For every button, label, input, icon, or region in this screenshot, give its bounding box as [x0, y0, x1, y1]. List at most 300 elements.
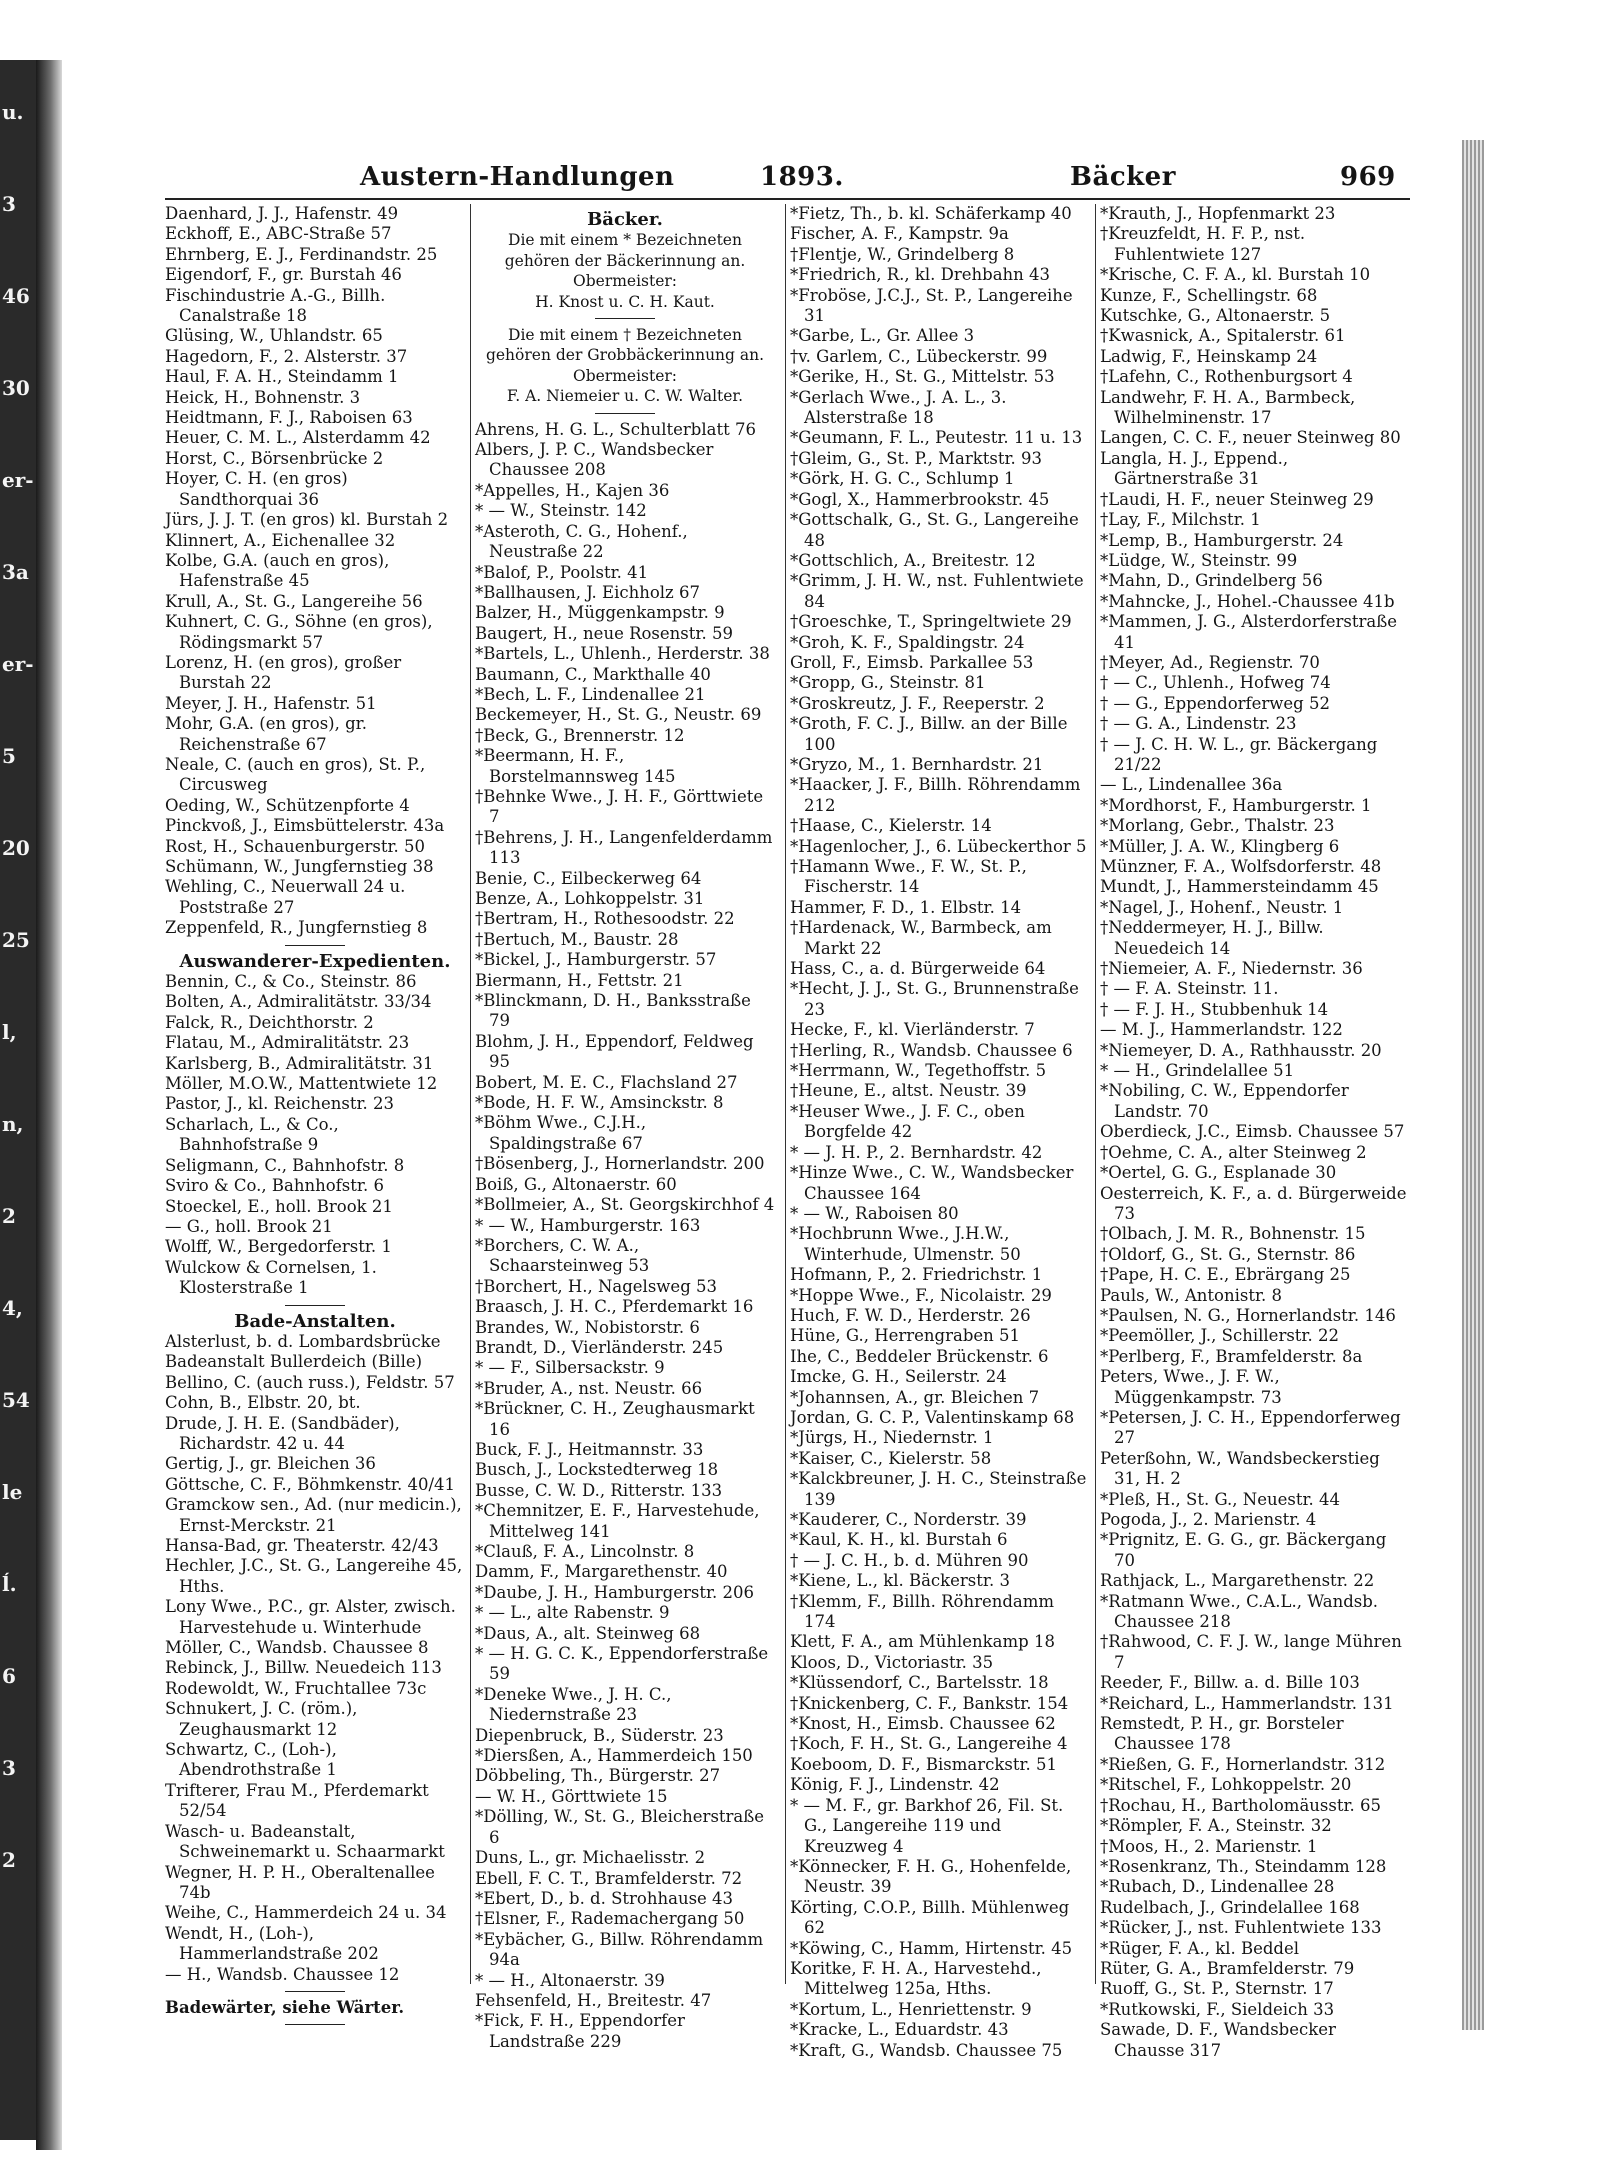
directory-entry: Meyer, J. H., Hafenstr. 51: [165, 693, 377, 713]
directory-entry: *Rießen, G. F., Hornerlandstr. 312: [1100, 1754, 1386, 1774]
directory-entry: Wehling, C., Neuerwall 24 u. Poststraße 27: [165, 877, 406, 917]
left-page-fragment: 4,: [2, 1296, 23, 1320]
directory-entry: Ebell, F. C. T., Bramfelderstr. 72: [475, 1868, 743, 1888]
directory-entry: Landwehr, F. H. A., Barmbeck, Wilhelminenstr. 17: [1100, 387, 1356, 428]
directory-entry: *Ratmann Wwe., C.A.L., Wandsb. Chaussee 218: [1100, 1591, 1379, 1632]
directory-entry: †Gleim, G., St. P., Marktstr. 93: [790, 448, 1043, 468]
directory-entry: Mundt, J., Hammersteindamm 45: [1100, 877, 1379, 897]
directory-entry: Jordan, G. C. P., Valentinskamp 68: [790, 1407, 1075, 1427]
directory-entry: *Rüger, F. A., kl. Beddel: [1100, 1938, 1300, 1958]
section-rule: [285, 2024, 345, 2025]
directory-entry: * — J. H. P., 2. Bernhardstr. 42: [790, 1142, 1043, 1162]
directory-entry: Rodewoldt, W., Fruchtallee 73c: [165, 1678, 427, 1698]
directory-entry: — W. H., Görttwiete 15: [475, 1786, 668, 1806]
left-page-fragment: er-: [2, 468, 34, 492]
directory-entry: Neale, C. (auch en gros), St. P., Circusweg: [165, 754, 426, 795]
directory-entry: †Bertram, H., Rothesoodstr. 22: [475, 909, 735, 929]
directory-entry: †Heune, E., altst. Neustr. 39: [790, 1081, 1027, 1101]
directory-entry: Hoyer, C. H. (en gros) Sandthorquai 36: [165, 469, 348, 509]
directory-entry: Langen, C. C. F., neuer Steinweg 80: [1100, 428, 1401, 448]
directory-entry: *Perlberg, F., Bramfelderstr. 8a: [1100, 1346, 1363, 1366]
directory-entry: König, F. J., Lindenstr. 42: [790, 1775, 1000, 1795]
directory-entry: *Hoppe Wwe., F., Nicolaistr. 29: [790, 1285, 1052, 1305]
directory-entry: *Reichard, L., Hammerlandstr. 131: [1100, 1693, 1394, 1713]
directory-entry: Heidtmann, F. J., Raboisen 63: [165, 408, 413, 428]
directory-entry: Groll, F., Eimsb. Parkallee 53: [790, 652, 1034, 672]
directory-entry: †Lay, F., Milchstr. 1: [1100, 510, 1261, 530]
directory-entry: *Paulsen, N. G., Hornerlandstr. 146: [1100, 1305, 1396, 1325]
directory-entry: *Morlang, Gebr., Thalstr. 23: [1100, 816, 1335, 836]
header-rule: [165, 198, 1410, 200]
directory-entry: *Mahn, D., Grindelberg 56: [1100, 571, 1323, 591]
directory-entry: *Mordhorst, F., Hamburgerstr. 1: [1100, 795, 1372, 815]
directory-entry: *Froböse, J.C.J., St. P., Langereihe 31: [790, 285, 1073, 326]
directory-entry: Brandt, D., Vierländerstr. 245: [475, 1337, 724, 1357]
directory-entry: *Bollmeier, A., St. Georgskirchhof 4: [475, 1195, 775, 1215]
directory-entry: Boiß, G., Altonaerstr. 60: [475, 1174, 677, 1194]
directory-entry: *Kraft, G., Wandsb. Chaussee 75: [790, 2040, 1063, 2060]
directory-entry: *Rosenkranz, Th., Steindamm 128: [1100, 1856, 1387, 1876]
directory-entry: *Gropp, G., Steinstr. 81: [790, 673, 986, 693]
directory-entry: Göttsche, C. F., Böhmkenstr. 40/41: [165, 1474, 456, 1494]
section-rule: [595, 318, 655, 319]
directory-entry: Hansa-Bad, gr. Theaterstr. 42/43: [165, 1536, 439, 1555]
column-4: [1100, 204, 1410, 2061]
left-page-fragment: 5: [2, 744, 16, 768]
running-head-section: Bäcker: [1070, 162, 1176, 192]
directory-entry: Balzer, H., Müggenkampstr. 9: [475, 603, 725, 623]
directory-entry: *Gottschalk, G., St. G., Langereihe 48: [790, 510, 1079, 550]
directory-entry: Lorenz, H. (en gros), großer Burstah 22: [165, 652, 402, 693]
directory-entry: *Garbe, L., Gr. Allee 3: [790, 326, 975, 346]
directory-entry: Damm, F., Margarethenstr. 40: [475, 1562, 728, 1582]
directory-entry: *Kalckbreuner, J. H. C., Steinstraße 139: [790, 1469, 1087, 1509]
left-page-edge: [0, 100, 40, 2000]
directory-entry: *Krauth, J., Hopfenmarkt 23: [1100, 204, 1336, 223]
left-page-fragment: u.: [2, 100, 24, 124]
directory-entry: *Mammen, J. G., Alsterdorferstraße 41: [1100, 612, 1397, 652]
directory-entry: * — W., Raboisen 80: [790, 1203, 959, 1223]
directory-entry: Heick, H., Bohnenstr. 3: [165, 387, 361, 407]
directory-entry: Rüter, G. A., Bramfelderstr. 79: [1100, 1958, 1355, 1978]
directory-entry: †Koch, F. H., St. G., Langereihe 4: [790, 1734, 1068, 1754]
running-head-left: Austern-Handlungen: [360, 162, 675, 192]
directory-entry: Beckemeyer, H., St. G., Neustr. 69: [475, 705, 762, 725]
directory-entry: †Elsner, F., Rademachergang 50: [475, 1909, 745, 1929]
directory-entry: Brandes, W., Nobistorstr. 6: [475, 1317, 700, 1337]
directory-entry: Ruoff, G., St. P., Sternstr. 17: [1100, 1979, 1334, 1999]
directory-entry: *Niemeyer, D. A., Rathhausstr. 20: [1100, 1040, 1382, 1060]
directory-entry: *Lemp, B., Hamburgerstr. 24: [1100, 530, 1344, 550]
directory-entry: Remstedt, P. H., gr. Borsteler Chaussee 178: [1100, 1714, 1344, 1754]
directory-entry: Heuer, C. M. L., Alsterdamm 42: [165, 428, 431, 448]
page-edges: [1462, 140, 1484, 2030]
obermeister-label: Obermeister:: [572, 366, 678, 385]
directory-entry: Münzner, F. A., Wolfsdorferstr. 48: [1100, 857, 1382, 876]
left-page-fragment: 54: [2, 1388, 30, 1412]
directory-entry: *Chemnitzer, E. F., Harvestehude, Mittelweg 141: [475, 1501, 760, 1541]
directory-entry: *Kauderer, C., Norderstr. 39: [790, 1510, 1027, 1529]
section-title-bade: Bade-Anstalten.: [234, 1310, 396, 1332]
directory-entry: †Rahwood, C. F. J. W., lange Mühren 7: [1100, 1632, 1402, 1672]
directory-entry: — G., holl. Brook 21: [165, 1216, 333, 1236]
directory-entry: Ahrens, H. G. L., Schulterblatt 76: [475, 419, 756, 439]
directory-entry: Jürs, J. J. T. (en gros) kl. Burstah 2: [165, 510, 449, 530]
baecker-list-continued: [1100, 204, 1410, 2061]
directory-entry: Langla, H. J., Eppend., Gärtnerstraße 31: [1100, 448, 1289, 489]
directory-entry: Kunze, F., Schellingstr. 68: [1100, 285, 1318, 305]
left-page-fragment: er-: [2, 652, 34, 676]
directory-entry: *Clauß, F. A., Lincolnstr. 8: [475, 1542, 695, 1561]
directory-entry: Baumann, C., Markthalle 40: [475, 664, 711, 684]
directory-entry: †Behrens, J. H., Langenfelderdamm 113: [475, 827, 773, 868]
directory-entry: Imcke, G. H., Seilerstr. 24: [790, 1367, 1007, 1387]
directory-entry: Seligmann, C., Bahnhofstr. 8: [165, 1155, 405, 1175]
directory-entry: Glüsing, W., Uhlandstr. 65: [165, 326, 383, 346]
directory-entry: †Klemm, F., Billh. Röhrendamm 174: [790, 1591, 1055, 1632]
directory-entry: *Hochbrunn Wwe., J.H.W., Winterhude, Ulmenstr. 50: [790, 1224, 1021, 1264]
directory-entry: *Appelles, H., Kajen 36: [475, 480, 670, 500]
directory-entry: *Hecht, J. J., St. G., Brunnenstraße 23: [790, 979, 1079, 1019]
directory-entry: †Laudi, H. F., neuer Steinweg 29: [1100, 489, 1374, 509]
directory-entry: Blohm, J. H., Eppendorf, Feldweg 95: [475, 1031, 754, 1072]
directory-entry: Daenhard, J. J., Hafenstr. 49: [165, 204, 399, 223]
directory-entry: Ihe, C., Beddeler Brückenstr. 6: [790, 1346, 1049, 1366]
directory-entry: †Bösenberg, J., Hornerlandstr. 200: [475, 1154, 765, 1174]
directory-entry: †Moos, H., 2. Marienstr. 1: [1100, 1836, 1318, 1856]
directory-entry: *Grimm, J. H. W., nst. Fuhlentwiete 84: [790, 571, 1084, 611]
column-rule: [785, 204, 786, 1984]
directory-entry: Kloos, D., Victoriastr. 35: [790, 1652, 994, 1672]
directory-entry: Hechler, J.C., St. G., Langereihe 45, Hths.: [165, 1556, 463, 1596]
badewaerter-reference: Badewärter, siehe Wärter.: [165, 1997, 405, 2017]
directory-entry: Sviro & Co., Bahnhofstr. 6: [165, 1176, 384, 1196]
directory-entry: Zeppenfeld, R., Jungfernstieg 8: [165, 918, 428, 938]
directory-entry: †Neddermeyer, H. J., Billw. Neuedeich 14: [1100, 918, 1324, 958]
directory-entry: *Balof, P., Poolstr. 41: [475, 562, 649, 582]
directory-entry: Ehrnberg, E. J., Ferdinandstr. 25: [165, 244, 438, 264]
directory-entry: †Pape, H. C. E., Ebrärgang 25: [1100, 1265, 1351, 1285]
directory-entry: *Daube, J. H., Hamburgerstr. 206: [475, 1582, 755, 1602]
directory-entry: Stoeckel, E., holl. Brook 21: [165, 1196, 393, 1216]
directory-entry: †Hamann Wwe., F. W., St. P., Fischerstr. 14: [790, 857, 1027, 897]
directory-entry: Flatau, M., Admiralitätstr. 23: [165, 1033, 410, 1053]
directory-entry: Klinnert, A., Eichenallee 32: [165, 530, 396, 550]
directory-entry: Busse, C. W. D., Ritterstr. 133: [475, 1480, 723, 1500]
directory-entry: Duns, L., gr. Michaelisstr. 2: [475, 1848, 706, 1868]
directory-entry: Huch, F. W. D., Herderstr. 26: [790, 1305, 1031, 1325]
directory-entry: Fischer, A. F., Kampstr. 9a: [790, 224, 1009, 244]
directory-entry: †Niemeier, A. F., Niedernstr. 36: [1100, 959, 1363, 979]
directory-entry: *Rubach, D., Lindenallee 28: [1100, 1877, 1335, 1897]
directory-entry: *Görk, H. G. C., Schlump 1: [790, 469, 1015, 489]
directory-entry: Wasch- u. Badeanstalt, Schweinemarkt u. Schaarmarkt: [165, 1821, 445, 1862]
directory-entry: *Köwing, C., Hamm, Hirtenstr. 45: [790, 1938, 1073, 1958]
directory-entry: †Haase, C., Kielerstr. 14: [790, 816, 992, 836]
directory-entry: Lony Wwe., P.C., gr. Alster, zwisch. Harvestehude u. Winterhude: [165, 1597, 456, 1637]
directory-entry: †Groeschke, T., Springeltwiete 29: [790, 612, 1072, 632]
directory-entry: † — G. A., Lindenstr. 23: [1100, 714, 1297, 734]
page-number: 969: [1340, 162, 1396, 192]
directory-entry: Hagedorn, F., 2. Alsterstr. 37: [165, 346, 408, 366]
directory-entry: Fehsenfeld, H., Breitestr. 47: [475, 1990, 712, 2010]
directory-entry: *Blinckmann, D. H., Banksstraße 79: [475, 991, 751, 1031]
directory-entry: *Eybächer, G., Billw. Röhrendamm 94a: [475, 1929, 764, 1970]
directory-entry: *Böhm Wwe., C.J.H., Spaldingstraße 67: [475, 1113, 647, 1153]
directory-entry: † — C., Uhlenh., Hofweg 74: [1100, 673, 1331, 693]
directory-entry: — M. J., Hammerlandstr. 122: [1100, 1020, 1343, 1040]
directory-entry: *Klüssendorf, C., Bartelsstr. 18: [790, 1673, 1049, 1693]
directory-entry: Koeboom, D. F., Bismarckstr. 51: [790, 1754, 1058, 1774]
directory-entry: Ladwig, F., Heinskamp 24: [1100, 346, 1318, 366]
directory-entry: *Müller, J. A. W., Klingberg 6: [1100, 836, 1340, 856]
left-page-fragment: 2: [2, 1204, 16, 1228]
directory-entry: Diepenbruck, B., Süderstr. 23: [475, 1725, 724, 1745]
directory-entry: †Lafehn, C., Rothenburgsort 4: [1100, 367, 1353, 387]
directory-entry: †Beck, G., Brennerstr. 12: [475, 725, 685, 745]
directory-entry: *Bartels, L., Uhlenh., Herderstr. 38: [475, 644, 770, 664]
directory-entry: * — M. F., gr. Barkhof 26, Fil. St. G., Langereihe 119 und Kreuzweg 4: [790, 1795, 1064, 1856]
directory-entry: *Bode, H. F. W., Amsinckstr. 8: [475, 1093, 724, 1113]
left-page-fragment: 3: [2, 1756, 16, 1780]
directory-entry: Bobert, M. E. C., Flachsland 27: [475, 1072, 738, 1092]
directory-entry: Wolff, W., Bergedorferstr. 1: [165, 1237, 392, 1257]
note-baeckerinnung: Die mit einem * Bezeichneten gehören der Bäckerinnung an.: [504, 231, 746, 270]
directory-entry: Möller, C., Wandsb. Chaussee 8: [165, 1638, 429, 1658]
directory-entry: *Brückner, C. H., Zeughausmarkt 16: [475, 1399, 755, 1439]
directory-entry: *Groskreutz, J. F., Reeperstr. 2: [790, 693, 1045, 713]
directory-entry: *Heuser Wwe., J. F. C., oben Borgfelde 42: [790, 1101, 1025, 1142]
directory-entry: *Fick, F. H., Eppendorfer Landstraße 229: [475, 2011, 685, 2051]
running-head-year: 1893.: [760, 162, 844, 192]
directory-entry: Hofmann, P., 2. Friedrichstr. 1: [790, 1265, 1043, 1285]
directory-entry: Rost, H., Schauenburgerstr. 50: [165, 836, 426, 856]
directory-entry: *Haacker, J. F., Billh. Röhrendamm 212: [790, 775, 1081, 815]
directory-entry: † — J. C. H. W. L., gr. Bäckergang 21/22: [1100, 734, 1378, 774]
left-page-fragment: 2: [2, 1848, 16, 1872]
directory-entry: *Deneke Wwe., J. H. C., Niedernstraße 23: [475, 1684, 672, 1725]
directory-entry: Wendt, H., (Loh-), Hammerlandstraße 202: [165, 1923, 379, 1964]
directory-entry: Baugert, H., neue Rosenstr. 59: [475, 623, 733, 643]
directory-entry: *Diersßen, A., Hammerdeich 150: [475, 1746, 753, 1766]
directory-entry: *Geumann, F. L., Peutestr. 11 u. 13: [790, 428, 1083, 448]
directory-entry: Eigendorf, F., gr. Burstah 46: [165, 265, 402, 285]
directory-entry: *Pleß, H., St. G., Neuestr. 44: [1100, 1489, 1341, 1509]
directory-entry: Haul, F. A. H., Steindamm 1: [165, 367, 399, 387]
baecker-list-continued: [790, 204, 1090, 2061]
directory-entry: *Groth, F. C. J., Billw. an der Bille 100: [790, 714, 1068, 754]
directory-entry: Möller, M.O.W., Mattentwiete 12: [165, 1074, 438, 1094]
directory-entry: *Knost, H., Eimsb. Chaussee 62: [790, 1714, 1056, 1734]
left-page-fragment: n,: [2, 1112, 24, 1136]
column-1: [165, 204, 465, 2031]
directory-entry: *Peemöller, J., Schillerstr. 22: [1100, 1326, 1339, 1346]
directory-entry: Fischindustrie A.-G., Billh. Canalstraße 18: [165, 285, 386, 326]
directory-entry: *Hagenlocher, J., 6. Lübeckerthor 5: [790, 836, 1087, 856]
directory-entry: Horst, C., Börsenbrücke 2: [165, 448, 384, 468]
directory-entry: Falck, R., Deichthorstr. 2: [165, 1012, 374, 1032]
directory-entry: †Kreuzfeldt, H. F. P., nst. Fuhlentwiete 127: [1100, 224, 1306, 264]
directory-entry: *Kaul, K. H., kl. Burstah 6: [790, 1530, 1008, 1550]
directory-entry: Biermann, H., Fettstr. 21: [475, 970, 684, 990]
directory-entry: Hammer, F. D., 1. Elbstr. 14: [790, 897, 1022, 917]
directory-entry: †Rochau, H., Bartholomäusstr. 65: [1100, 1795, 1382, 1815]
directory-entry: *Rücker, J., nst. Fuhlentwiete 133: [1100, 1918, 1382, 1938]
directory-entry: †Behnke Wwe., J. H. F., Görttwiete 7: [475, 786, 764, 827]
section-rule: [285, 1991, 345, 1992]
directory-entry: Busch, J., Lockstedterweg 18: [475, 1460, 719, 1480]
directory-entry: †Oldorf, G., St. G., Sternstr. 86: [1100, 1244, 1356, 1264]
directory-entry: Bennin, C., & Co., Steinstr. 86: [165, 972, 417, 992]
directory-entry: Pinckvoß, J., Eimsbüttelerstr. 43a: [165, 816, 445, 836]
directory-entry: *Dölling, W., St. G., Bleicherstraße 6: [475, 1807, 765, 1847]
directory-entry: *Groh, K. F., Spaldingstr. 24: [790, 632, 1025, 652]
directory-entry: Benze, A., Lohkoppelstr. 31: [475, 889, 705, 908]
directory-entry: †Meyer, Ad., Regienstr. 70: [1100, 652, 1320, 672]
column-2: [475, 204, 775, 2052]
directory-entry: Hecke, F., kl. Vierländerstr. 7: [790, 1020, 1035, 1040]
directory-entry: * — W., Hamburgerstr. 163: [475, 1215, 701, 1235]
directory-entry: *Könnecker, F. H. G., Hohenfelde, Neustr. 39: [790, 1856, 1072, 1897]
directory-entry: Eckhoff, E., ABC-Straße 57: [165, 224, 392, 244]
directory-entry: — H., Wandsb. Chaussee 12: [165, 1964, 400, 1984]
directory-entry: Sawade, D. F., Wandsbecker Chausse 317: [1100, 2020, 1336, 2060]
column-3: [790, 204, 1090, 2061]
directory-entry: * — H. G. C. K., Eppendorferstraße 59: [475, 1644, 769, 1684]
directory-entry: Pogoda, J., 2. Marienstr. 4: [1100, 1510, 1317, 1529]
directory-entry: — L., Lindenallee 36a: [1100, 775, 1283, 795]
directory-entry: *Borchers, C. W. A., Schaarsteinweg 53: [475, 1235, 650, 1276]
directory-entry: Mohr, G.A. (en gros), gr. Reichenstraße 67: [165, 714, 367, 754]
directory-entry: *Petersen, J. C. H., Eppendorferweg 27: [1100, 1407, 1401, 1448]
section-title-baecker: Bäcker.: [587, 209, 663, 230]
directory-entry: †Olbach, J. M. R., Bohnenstr. 15: [1100, 1224, 1366, 1244]
left-page-fragment: 6: [2, 1664, 16, 1688]
directory-entry: Albers, J. P. C., Wandsbecker Chaussee 208: [475, 440, 714, 480]
directory-entry: *Oertel, G. G., Esplanade 30: [1100, 1163, 1337, 1183]
left-page-fragment: le: [2, 1480, 23, 1504]
directory-entry: *Kiene, L., kl. Bäckerstr. 3: [790, 1571, 1010, 1591]
directory-entry: Döbbeling, Th., Bürgerstr. 27: [475, 1766, 721, 1786]
directory-entry: Wegner, H. P. H., Oberaltenallee 74b: [165, 1862, 435, 1902]
directory-entry: *Johannsen, A., gr. Bleichen 7: [790, 1387, 1040, 1407]
directory-entry: *Lüdge, W., Steinstr. 99: [1100, 550, 1298, 570]
directory-entry: † — F. A. Steinstr. 11.: [1100, 979, 1279, 999]
directory-entry: *Jürgs, H., Niedernstr. 1: [790, 1428, 994, 1448]
directory-entry: Klett, F. A., am Mühlenkamp 18: [790, 1632, 1055, 1652]
directory-entry: Koritke, F. H. A., Harvestehd., Mittelweg 125a, Hths.: [790, 1958, 1042, 1999]
directory-entry: † — G., Eppendorferweg 52: [1100, 693, 1330, 713]
directory-entry: Scharlach, L., & Co., Bahnhofstraße 9: [165, 1114, 339, 1155]
directory-entry: *Kaiser, C., Kielerstr. 58: [790, 1448, 992, 1468]
note-grobbaeckerinnung: Die mit einem † Bezeichneten gehören der Grobbäckerinnung an.: [485, 326, 765, 365]
directory-entry: Alsterlust, b. d. Lombardsbrücke: [165, 1331, 441, 1351]
directory-entry: *Bech, L. F., Lindenallee 21: [475, 684, 706, 704]
auswanderer-list: [165, 972, 465, 1299]
section-rule: [595, 413, 655, 414]
directory-entry: †Flentje, W., Grindelberg 8: [790, 244, 1015, 264]
directory-entry: *Rutkowski, F., Sieldeich 33: [1100, 1999, 1335, 2019]
directory-entry: Krull, A., St. G., Langereihe 56: [165, 591, 423, 611]
directory-entry: *Prignitz, E. G. G., gr. Bäckergang 70: [1100, 1530, 1387, 1570]
directory-entry: *Nagel, J., Hohenf., Neustr. 1: [1100, 897, 1344, 917]
directory-entry: *Krische, C. F. A., kl. Burstah 10: [1100, 265, 1371, 285]
directory-entry: † — F. J. H., Stubbenhuk 14: [1100, 999, 1329, 1019]
column-rule: [1095, 204, 1096, 1984]
directory-entry: *Nobiling, C. W., Eppendorfer Landstr. 70: [1100, 1081, 1349, 1121]
directory-entry: Kolbe, G.A. (auch en gros), Hafenstraße 45: [165, 550, 390, 591]
directory-entry: Peterßohn, W., Wandsbeckerstieg 31, H. 2: [1100, 1448, 1380, 1489]
directory-entry: *Daus, A., alt. Steinweg 68: [475, 1623, 701, 1643]
directory-entry: Rebinck, J., Billw. Neuedeich 113: [165, 1658, 442, 1678]
left-page-fragment: 20: [2, 836, 30, 860]
section-rule: [285, 1305, 345, 1306]
directory-entry: Schnukert, J. C. (röm.), Zeughausmarkt 12: [165, 1699, 358, 1739]
directory-entry: Rudelbach, J., Grindelallee 168: [1100, 1897, 1360, 1917]
directory-entry: Rathjack, L., Margarethenstr. 22: [1100, 1571, 1375, 1591]
directory-entry: Bellino, C. (auch russ.), Feldstr. 57: [165, 1372, 455, 1392]
directory-entry: Benie, C., Eilbeckerweg 64: [475, 868, 702, 888]
directory-entry: *Mahncke, J., Hohel.-Chaussee 41b: [1100, 591, 1395, 611]
directory-entry: Schümann, W., Jungfernstieg 38: [165, 857, 434, 876]
directory-entry: Peters, Wwe., J. F. W., Müggenkampstr. 73: [1100, 1367, 1282, 1407]
directory-entry: *Ebert, D., b. d. Strohhause 43: [475, 1888, 734, 1908]
directory-entry: †Knickenberg, C. F., Bankstr. 154: [790, 1693, 1069, 1713]
baecker-list: [475, 420, 775, 2053]
directory-entry: Pauls, W., Antonistr. 8: [1100, 1285, 1283, 1305]
directory-entry: *Bickel, J., Hamburgerstr. 57: [475, 950, 717, 970]
directory-entry: †v. Garlem, C., Lübeckerstr. 99: [790, 346, 1048, 366]
directory-entry: *Asteroth, C. G., Hohenf., Neustraße 22: [475, 521, 688, 562]
directory-entry: Cohn, B., Elbstr. 20, bt.: [165, 1393, 361, 1413]
directory-entry: *Hinze Wwe., C. W., Wandsbecker Chaussee 164: [790, 1163, 1074, 1203]
directory-entry: *Herrmann, W., Tegethoffstr. 5: [790, 1061, 1047, 1081]
directory-entry: Gramckow sen., Ad. (nur medicin.), Ernst-Merckstr. 21: [165, 1495, 462, 1535]
obermeister-label: Obermeister:: [572, 272, 678, 291]
directory-entry: Karlsberg, B., Admiralitätstr. 31: [165, 1053, 434, 1073]
directory-entry: Gertig, J., gr. Bleichen 36: [165, 1454, 376, 1474]
directory-entry: * — H., Altonaerstr. 39: [475, 1970, 665, 1990]
directory-entry: *Römpler, F. A., Steinstr. 32: [1100, 1816, 1332, 1836]
directory-entry: Oeding, W., Schützenpforte 4: [165, 795, 410, 815]
directory-entry: *Ritschel, F., Lohkoppelstr. 20: [1100, 1775, 1352, 1795]
directory-entry: †Borchert, H., Nagelsweg 53: [475, 1276, 717, 1296]
directory-entry: Bolten, A., Admiralitätstr. 33/34: [165, 992, 432, 1012]
austern-list: [165, 204, 465, 939]
directory-entry: *Beermann, H. F., Borstelmannsweg 145: [475, 746, 676, 786]
directory-entry: Buck, F. J., Heitmannstr. 33: [475, 1439, 704, 1459]
directory-entry: Reeder, F., Billw. a. d. Bille 103: [1100, 1673, 1360, 1693]
left-page-fragment: ĺ.: [2, 1572, 17, 1596]
left-page-fragment: 3a: [2, 560, 29, 584]
left-page-fragment: 3: [2, 192, 16, 216]
directory-entry: Trifterer, Frau M., Pferdemarkt 52/54: [165, 1780, 429, 1821]
directory-entry: *Bruder, A., nst. Neustr. 66: [475, 1378, 703, 1398]
directory-entry: †Herling, R., Wandsb. Chaussee 6: [790, 1040, 1073, 1060]
directory-entry: Hüne, G., Herrengraben 51: [790, 1326, 1021, 1346]
directory-entry: Oberdieck, J.C., Eimsb. Chaussee 57: [1100, 1122, 1405, 1142]
page-fold: [36, 60, 62, 2150]
directory-entry: Hass, C., a. d. Bürgerweide 64: [790, 959, 1046, 979]
left-page-fragment: l,: [2, 1020, 17, 1044]
directory-entry: Oesterreich, K. F., a. d. Bürgerweide 73: [1100, 1183, 1407, 1223]
directory-entry: Badeanstalt Bullerdeich (Bille): [165, 1352, 423, 1372]
directory-entry: Schwartz, C., (Loh-), Abendrothstraße 1: [165, 1740, 337, 1780]
directory-entry: *Gerike, H., St. G., Mittelstr. 53: [790, 367, 1055, 387]
directory-entry: *Friedrich, R., kl. Drehbahn 43: [790, 265, 1051, 285]
directory-entry: Kutschke, G., Altonaerstr. 5: [1100, 306, 1331, 326]
directory-entry: Körting, C.O.P., Billh. Mühlenweg 62: [790, 1897, 1070, 1938]
